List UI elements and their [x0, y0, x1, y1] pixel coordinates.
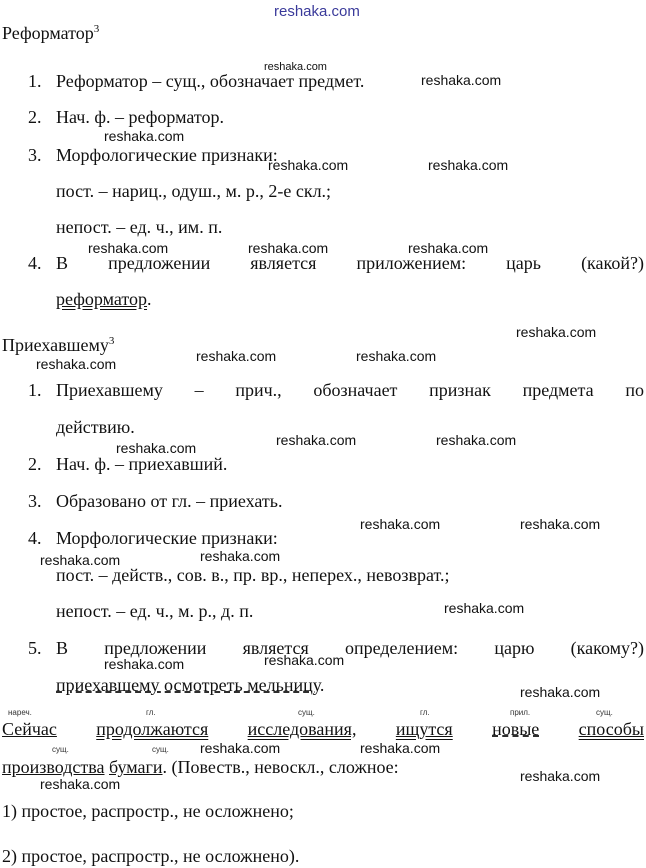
watermark: reshaka.com — [200, 548, 281, 564]
word: приложением: — [356, 253, 467, 273]
item-number: 2. — [28, 454, 42, 474]
section-title — [2, 334, 114, 356]
word: предмета — [522, 380, 594, 400]
sentence-rest: . (Повеств., невоскл., сложное: — [162, 757, 399, 777]
word: определением: — [345, 638, 459, 658]
watermark: reshaka.com — [276, 432, 357, 448]
watermark: reshaka.com — [40, 552, 121, 568]
word: – — [194, 380, 204, 400]
watermark: reshaka.com — [268, 157, 349, 173]
watermark: reshaka.com — [264, 652, 345, 668]
pos-label: сущ. — [596, 708, 613, 717]
word: производства — [2, 757, 105, 777]
word: обозначает — [313, 380, 398, 400]
word: (какому?) — [570, 638, 644, 658]
word: ищутся — [395, 719, 453, 739]
list-item-continuation — [56, 674, 324, 696]
underlined-word: реформатор — [56, 289, 148, 309]
word: исследования, — [247, 719, 357, 739]
watermark: reshaka.com — [104, 656, 185, 672]
word: является — [250, 253, 317, 273]
list-item: пост. – действ., сов. в., пр. вр., неперех., невозврат.; — [56, 565, 450, 585]
list-item: Нач. ф. – реформатор. — [56, 107, 225, 127]
pos-label: сущ. — [152, 745, 169, 754]
list-item: Морфологические признаки: — [56, 145, 278, 165]
watermark: reshaka.com — [520, 768, 601, 784]
word: является — [242, 638, 309, 658]
watermark: reshaka.com — [428, 157, 509, 173]
footer-line: 2) простое, распростр., не осложнено). — [2, 846, 300, 866]
watermark: reshaka.com — [360, 740, 441, 756]
word: (какой?) — [581, 253, 644, 273]
watermark: reshaka.com — [356, 348, 437, 364]
word: Приехавшему — [56, 380, 163, 400]
item-number: 4. — [28, 253, 42, 273]
watermark: reshaka.com — [520, 516, 601, 532]
watermark: reshaka.com — [421, 72, 502, 88]
watermark: reshaka.com — [196, 348, 277, 364]
word: признак — [429, 380, 491, 400]
word: В — [56, 638, 69, 658]
watermark: reshaka.com — [360, 516, 441, 532]
word: царю — [494, 638, 535, 658]
word: новые — [492, 719, 540, 739]
pos-label: сущ. — [52, 745, 69, 754]
pos-label: нареч. — [8, 708, 32, 717]
footer-line: 1) простое, распростр., не осложнено; — [2, 801, 294, 821]
list-item-continuation — [56, 288, 152, 310]
watermark: reshaka.com — [436, 432, 517, 448]
watermark: reshaka.com — [408, 240, 489, 256]
footnote-mark: 3 — [93, 23, 100, 35]
list-item: непост. – ед. ч., им. п. — [56, 217, 223, 237]
watermark: reshaka.com — [444, 600, 525, 616]
watermark: reshaka.com — [40, 776, 121, 792]
word: бумаги — [109, 757, 163, 777]
list-item: Реформатор – сущ., обозначает предмет. — [56, 71, 365, 91]
watermark: reshaka.com — [516, 324, 597, 340]
item-number: 1. — [28, 380, 42, 400]
pos-label: гл. — [146, 708, 156, 717]
word: царь — [506, 253, 542, 273]
watermark: reshaka.com — [520, 684, 601, 700]
justified-line — [56, 379, 644, 401]
period: . — [147, 289, 152, 309]
item-number: 4. — [28, 528, 42, 548]
word: прич., — [235, 380, 282, 400]
list-item: пост. – нариц., одуш., м. р., 2-е скл.; — [56, 181, 332, 201]
word: по — [625, 380, 644, 400]
word: способы — [578, 719, 644, 739]
footnote-mark: 3 — [108, 335, 115, 347]
item-number: 1. — [28, 71, 42, 91]
list-item: непост. – ед. ч., м. р., д. п. — [56, 601, 254, 621]
word: предложении — [108, 253, 211, 273]
list-item: Нач. ф. – приехавший. — [56, 454, 228, 474]
watermark: reshaka.com — [248, 240, 329, 256]
pos-label: гл. — [420, 708, 430, 717]
underlined-phrase: приехавшему осмотреть мельницу — [56, 675, 320, 695]
item-number: 3. — [28, 491, 42, 511]
pos-label: сущ. — [298, 708, 315, 717]
watermark: reshaka.com — [200, 740, 281, 756]
list-item: Морфологические признаки: — [56, 528, 278, 548]
item-number: 2. — [28, 107, 42, 127]
watermark: reshaka.com — [116, 440, 197, 456]
list-item-continuation: действию. — [56, 417, 135, 437]
item-number: 5. — [28, 638, 42, 658]
word: предложении — [104, 638, 207, 658]
word: В — [56, 253, 69, 273]
watermark: reshaka.com — [274, 3, 360, 20]
list-item: Образовано от гл. – приехать. — [56, 491, 283, 511]
word: продолжаются — [96, 719, 209, 739]
word: Сейчас — [2, 719, 57, 739]
sentence-line — [2, 718, 644, 740]
watermark: reshaka.com — [36, 356, 117, 372]
section-title — [2, 22, 99, 44]
sentence-line-2 — [2, 756, 399, 778]
pos-label: прил. — [510, 708, 531, 717]
period: . — [319, 675, 325, 695]
section-title-text: Приехавшему — [2, 335, 109, 355]
watermark: reshaka.com — [104, 128, 185, 144]
watermark: reshaka.com — [264, 61, 327, 73]
watermark: reshaka.com — [88, 240, 169, 256]
section-title-text: Реформатор — [2, 23, 94, 43]
item-number: 3. — [28, 145, 42, 165]
